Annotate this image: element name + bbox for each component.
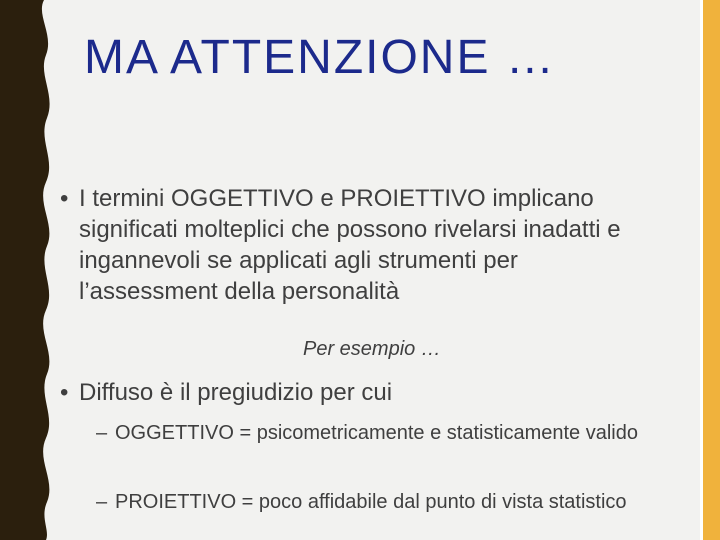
sub-bullet-text: OGGETTIVO = psicometricamente e statisticamente valido (115, 422, 638, 444)
bullet-symbol: • (60, 379, 69, 406)
sub-bullet-symbol: – (96, 491, 108, 513)
sub-bullet-item (96, 418, 686, 449)
bullet-symbol: • (60, 185, 69, 212)
bullet-text: I termini OGGETTIVO e PROIETTIVO implicano significati molteplici che possono rivelarsi inadatti e ingannevoli se applicati agli strumenti per l’assessment della personalità (79, 185, 621, 305)
decorative-wavy-band (0, 0, 60, 540)
example-caption: Per esempio … (303, 338, 441, 360)
decorative-accent-stripe (703, 0, 720, 540)
bullet-text: Diffuso è il pregiudizio per cui (79, 379, 393, 406)
bullet-item (60, 183, 660, 307)
sub-bullet-symbol: – (96, 422, 108, 444)
bullet-item (60, 377, 660, 408)
sub-bullet-text: PROIETTIVO = poco affidabile dal punto di vista statistico (115, 491, 627, 513)
sub-bullet-item (96, 487, 686, 518)
slide-title: MA ATTENZIONE … (84, 31, 556, 84)
